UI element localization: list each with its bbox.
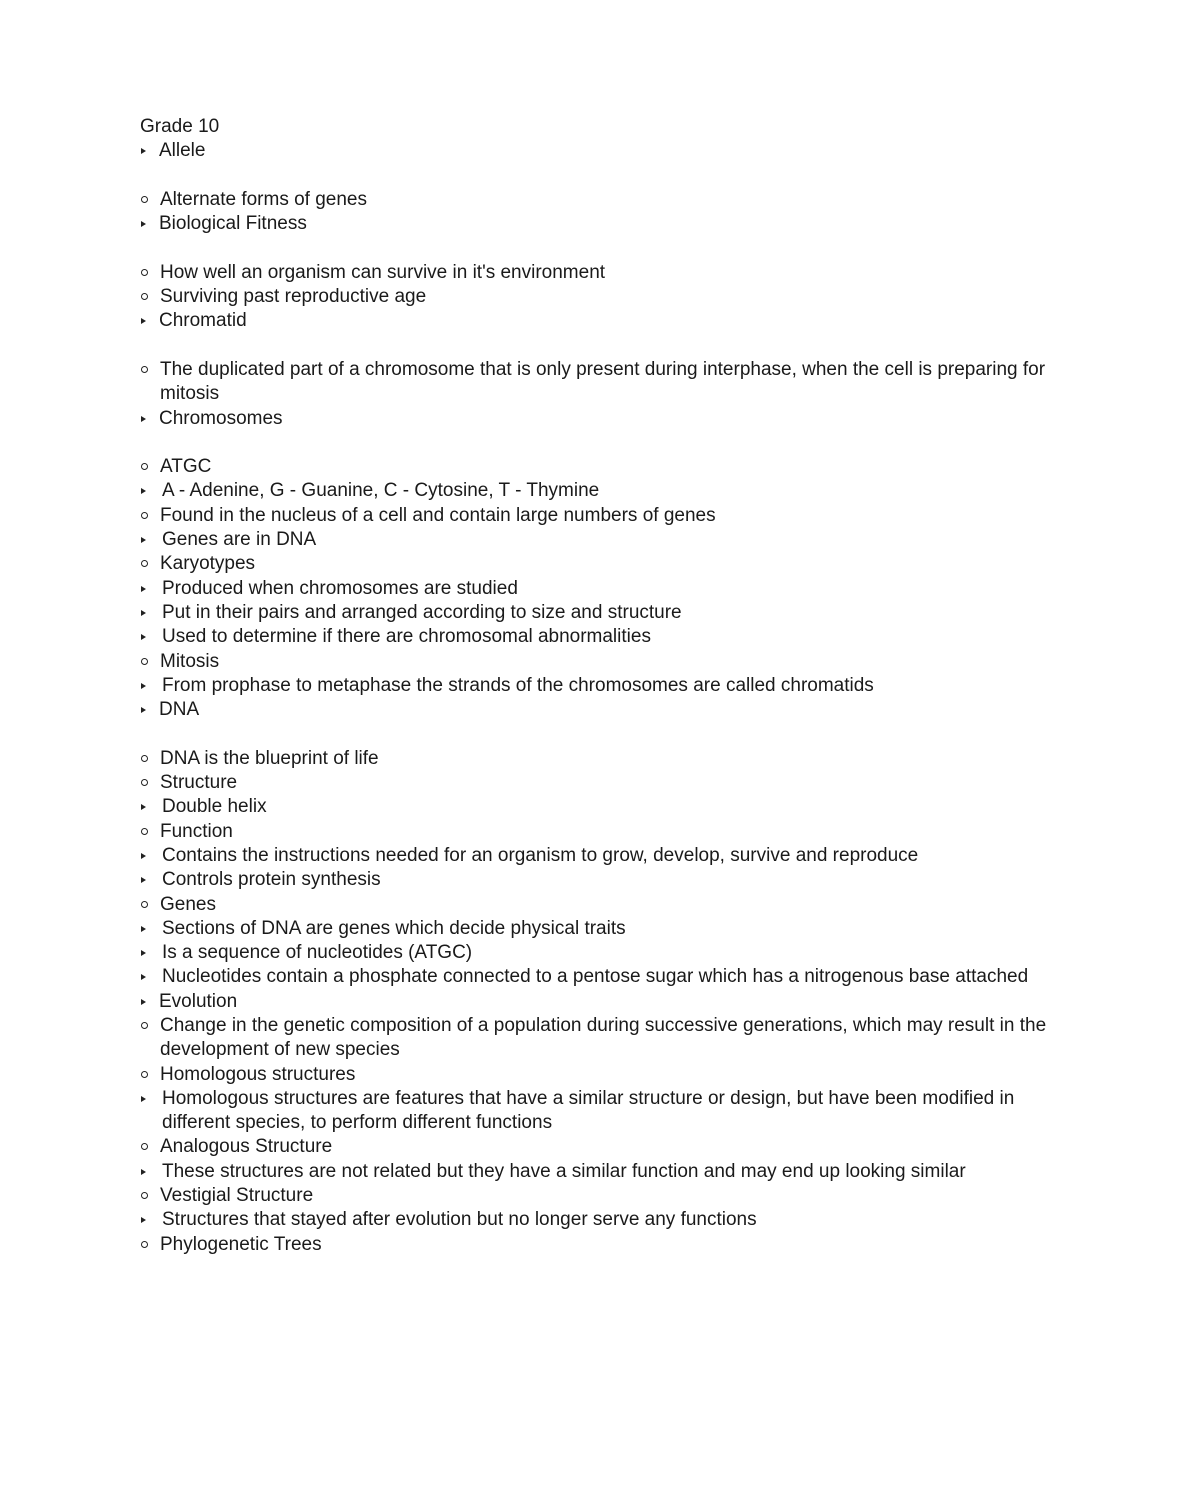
outline-item-text: ATGC [160,456,212,478]
outline-item-level-3 [140,844,1080,868]
outline-item-text: Biological Fitness [159,213,307,235]
outline-item-level-2 [140,650,1080,674]
circle-bullet-icon [141,901,148,908]
outline-item-text: Analogous Structure [160,1136,333,1158]
circle-bullet-icon [141,658,148,665]
outline-item-level-3 [140,528,1080,552]
outline-list [140,139,1080,1257]
circle-bullet-icon [141,828,148,835]
circle-bullet-icon [141,1241,148,1248]
circle-bullet-icon [141,196,148,203]
outline-item-text: Found in the nucleus of a cell and contain large numbers of genes [160,504,716,526]
outline-item-text: Chromatid [159,310,247,332]
outline-item-level-1 [140,309,1080,333]
outline-item-text: Vestigial Structure [160,1185,314,1207]
outline-item-level-1 [140,407,1080,431]
circle-bullet-icon [141,755,148,762]
outline-item-text: DNA is the blueprint of life [160,747,379,769]
outline-item-level-2 [140,893,1080,917]
circle-bullet-icon [141,366,148,373]
outline-item-text: These structures are not related but they have a similar function and may end up looking similar [162,1160,966,1182]
outline-item-text: Nucleotides contain a phosphate connected to a pentose sugar which has a nitrogenous base attached [162,966,1029,988]
outline-item-level-2 [140,771,1080,795]
outline-item-level-1 [140,990,1080,1014]
triangle-bullet-icon [141,1169,146,1175]
outline-item-level-2 [140,455,1080,479]
circle-bullet-icon [141,293,148,300]
outline-item-level-3 [140,868,1080,892]
outline-item-text: Mitosis [160,650,220,672]
outline-item-level-3 [140,795,1080,819]
triangle-bullet-icon [141,853,146,859]
outline-item-text: Double helix [162,796,267,818]
outline-item-level-2 [140,261,1080,285]
outline-item-level-2 [140,1184,1080,1208]
triangle-bullet-icon [141,926,146,932]
outline-item-text: Is a sequence of nucleotides (ATGC) [162,942,473,964]
outline-item-level-3 [140,1087,1080,1136]
triangle-bullet-icon [141,707,146,713]
outline-item-level-2 [140,358,1080,407]
outline-item-text: Function [160,820,233,842]
triangle-bullet-icon [141,416,146,422]
outline-item-text: Used to determine if there are chromosomal abnormalities [162,626,651,648]
outline-sublist [140,1087,1080,1136]
triangle-bullet-icon [141,877,146,883]
triangle-bullet-icon [141,610,146,616]
triangle-bullet-icon [141,221,146,227]
circle-bullet-icon [141,512,148,519]
outline-item-level-3 [140,625,1080,649]
circle-bullet-icon [141,1071,148,1078]
outline-item-level-4 [140,965,1080,989]
outline-item-text: Structure [160,772,238,794]
circle-bullet-icon [141,779,148,786]
outline-item-level-1 [140,698,1080,722]
outline-item-level-2 [140,1233,1080,1257]
outline-sublist [140,528,1080,552]
outline-item-text: Genes are in DNA [162,529,317,551]
outline-item-level-2 [140,188,1080,212]
outline-item-level-2 [140,1135,1080,1159]
outline-sublist [140,674,1080,698]
outline-item-text: Sections of DNA are genes which decide physical traits [162,917,626,939]
outline-item-level-1 [140,212,1080,236]
outline-sublist [140,577,1080,650]
outline-sublist [140,795,1080,819]
outline-sublist [140,261,1080,310]
outline-item-text: Homologous structures are features that have a similar structure or design, but have been modified in different species, to perform different functions [162,1087,1015,1134]
outline-item-text: Alternate forms of genes [160,188,367,210]
circle-bullet-icon [141,560,148,567]
outline-item-text: How well an organism can survive in it's environment [160,261,606,283]
circle-bullet-icon [141,1022,148,1029]
outline-item-level-3 [140,917,1080,941]
outline-sublist [140,917,1080,990]
outline-item-text: Phylogenetic Trees [160,1233,322,1255]
outline-item-level-3 [140,601,1080,625]
triangle-bullet-icon [141,683,146,689]
document-title: Grade 10 [140,116,220,137]
outline-item-text: Put in their pairs and arranged according to size and structure [162,601,682,623]
outline-sublist [140,965,1080,989]
outline-sublist [140,747,1080,990]
circle-bullet-icon [141,463,148,470]
outline-sublist [140,844,1080,893]
outline-item-level-3 [140,1208,1080,1232]
triangle-bullet-icon [141,488,146,494]
triangle-bullet-icon [141,537,146,543]
triangle-bullet-icon [141,634,146,640]
outline-sublist [140,188,1080,212]
outline-item-text: Produced when chromosomes are studied [162,577,518,599]
outline-item-text: Surviving past reproductive age [160,286,427,308]
outline-item-text: A - Adenine, G - Guanine, C - Cytosine, T - Thymine [162,480,600,502]
document-page [140,115,1080,1257]
triangle-bullet-icon [141,950,146,956]
circle-bullet-icon [141,1143,148,1150]
triangle-bullet-icon [141,999,146,1005]
outline-item-text: Genes [160,893,216,915]
outline-item-level-2 [140,1014,1080,1063]
outline-item-level-1 [140,139,1080,163]
outline-item-text: Homologous structures [160,1063,356,1085]
outline-item-level-2 [140,1063,1080,1087]
outline-item-level-3 [140,1160,1080,1184]
outline-item-level-2 [140,747,1080,771]
triangle-bullet-icon [141,804,146,810]
outline-item-text: Karyotypes [160,553,256,575]
circle-bullet-icon [141,269,148,276]
outline-item-level-2 [140,504,1080,528]
outline-item-text: Change in the genetic composition of a population during successive generations, which may result in the development of new species [160,1014,1047,1061]
outline-item-text: Contains the instructions needed for an organism to grow, develop, survive and reproduce [162,844,919,866]
triangle-bullet-icon [141,318,146,324]
outline-item-text: Controls protein synthesis [162,869,381,891]
outline-sublist [140,1208,1080,1232]
outline-item-text: Allele [159,140,206,162]
outline-sublist [140,358,1080,407]
outline-item-text: DNA [159,699,200,721]
triangle-bullet-icon [141,1096,146,1102]
outline-item-level-3 [140,479,1080,503]
triangle-bullet-icon [141,148,146,154]
outline-item-text: Chromosomes [159,407,283,429]
triangle-bullet-icon [141,586,146,592]
outline-item-level-3 [140,941,1080,965]
circle-bullet-icon [141,1192,148,1199]
outline-sublist [140,479,1080,503]
outline-sublist [140,455,1080,698]
outline-item-level-2 [140,552,1080,576]
outline-sublist [140,1160,1080,1184]
outline-item-level-2 [140,285,1080,309]
outline-item-text: The duplicated part of a chromosome that is only present during interphase, when the cell is preparing for mitosis [160,358,1046,405]
outline-item-text: Structures that stayed after evolution but no longer serve any functions [162,1209,757,1231]
triangle-bullet-icon [141,1217,146,1223]
outline-item-text: Evolution [159,990,238,1012]
outline-sublist [140,1014,1080,1257]
outline-item-level-2 [140,820,1080,844]
triangle-bullet-icon [141,974,146,980]
outline-item-level-3 [140,577,1080,601]
outline-item-text: From prophase to metaphase the strands of the chromosomes are called chromatids [162,674,874,696]
outline-item-level-3 [140,674,1080,698]
